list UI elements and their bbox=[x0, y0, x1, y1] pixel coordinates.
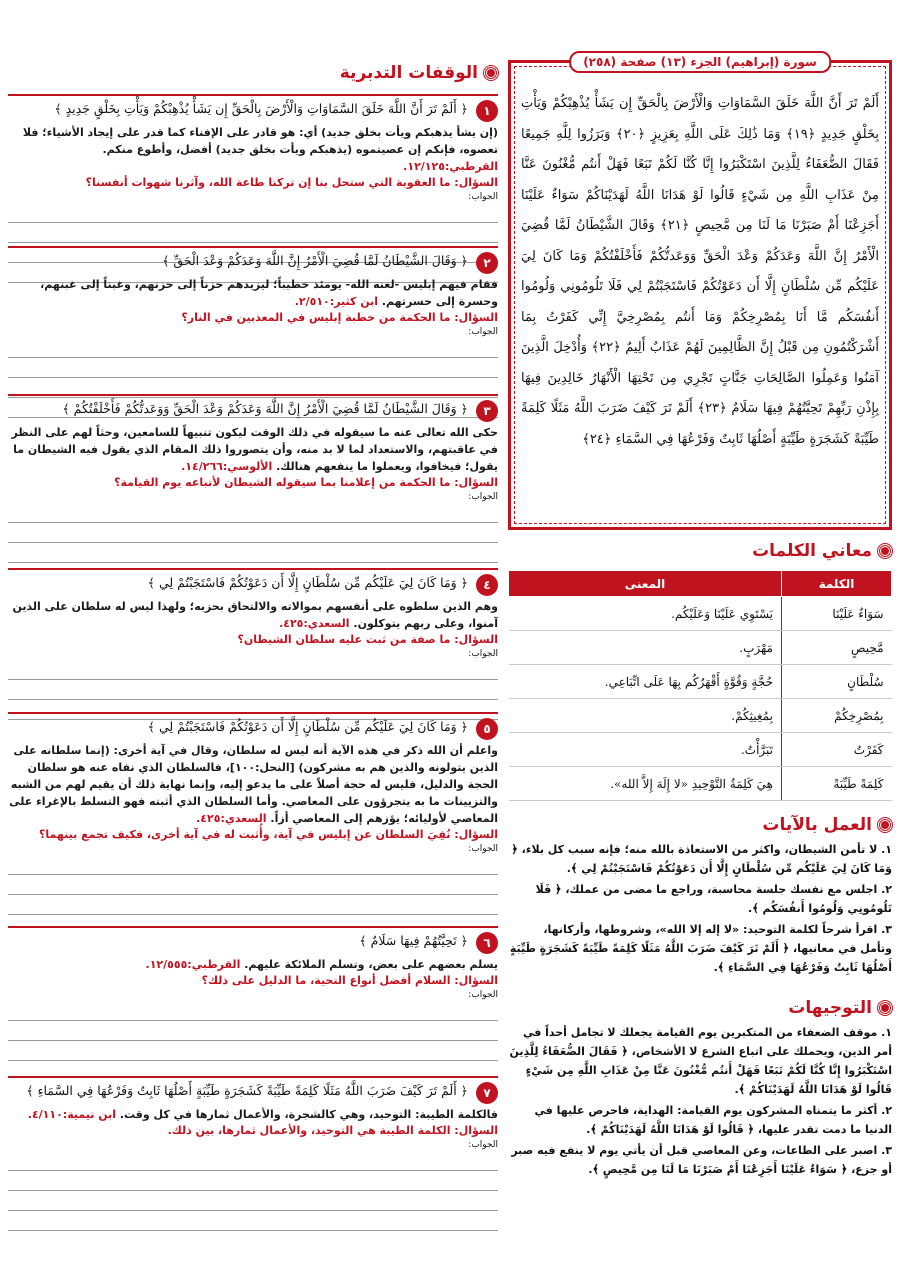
answer-line[interactable] bbox=[8, 358, 498, 378]
quran-passage: أَلَمْ تَرَ أَنَّ اللَّهَ خَلَقَ السَّمَاوَاتِ وَالْأَرْضَ بِالْحَقِّ إِن يَشَأْ يُذْهِبْكُمْ وَيَأْتِ بِخَلْقٍ جَدِيدٍ ﴿١٩﴾ وَمَا ذَٰلِكَ عَلَى اللَّهِ بِعَزِيزٍ ﴿٢٠﴾ bbox=[521, 96, 879, 142]
card-ayah: ﴿ تَحِيَّتُهُمْ فِيهَا سَلَامٌ ﴾ bbox=[359, 933, 468, 948]
surah-header: سورة (إبراهيم) الجزء (١٣) صفحة (٢٥٨) bbox=[569, 51, 831, 73]
card-number: ٥ bbox=[476, 718, 498, 740]
col-meaning-header: المعنى bbox=[509, 571, 782, 597]
action-title: العمل بالآيات bbox=[762, 815, 872, 835]
card-ayah: ﴿ وَمَا كَانَ لِيَ عَلَيْكُم مِّن سُلْطَانٍ إِلَّا أَن دَعَوْتُكُمْ فَاسْتَجَبْتُمْ لِي ﴾ bbox=[147, 575, 468, 590]
card-question: السؤال: ما الحكمة من إعلامنا بما سيقوله الشيطان لأتباعه يوم القيامة؟ bbox=[114, 476, 498, 489]
card-question: السؤال: ما صفة من ثبت عليه سلطان الشيطان؟ bbox=[237, 633, 498, 646]
card-question: السؤال: السلام أفضل أنواع التحية، ما الدليل على ذلك؟ bbox=[201, 974, 498, 987]
answer-label: الجواب: bbox=[468, 990, 498, 1000]
action-section bbox=[508, 812, 892, 977]
answer-label: الجواب: bbox=[468, 492, 498, 502]
answer-line[interactable] bbox=[8, 1001, 498, 1021]
answer-line[interactable] bbox=[8, 1041, 498, 1061]
card-number: ٧ bbox=[476, 1082, 498, 1104]
card-ayah: ﴿ أَلَمْ تَرَ أَنَّ اللَّهَ خَلَقَ السَّمَاوَاتِ وَالْأَرْضَ بِالْحَقِّ إِن يَشَأْ يُذْهِبْكُمْ وَيَأْتِ بِخَلْقٍ جَدِيدٍ ﴾ bbox=[54, 101, 468, 116]
card-tafsir: يسلم بعضهم على بعض، وتسلم الملائكة عليهم. bbox=[244, 958, 498, 971]
col-word-header: الكلمة bbox=[782, 571, 892, 597]
guidance-item: ١. موقف الضعفاء من المتكبرين يوم القيامة يجعلك لا تجامل أحداً في أمر الدين، ويحملك على اتباع الشرع لا الأشخاص، ﴿ فَقَالَ الضُّعَفَاءُ لِلَّذِينَ اسْتَكْبَرُوا إِنَّا كُنَّا لَكُمْ تَبَعًا فَهَلْ أَنتُم مُّغْنُونَ عَنَّا مِنْ عَذَابِ اللَّهِ مِن شَيْءٍ قَالُوا لَوْ هَدَانَا اللَّهُ لَهَدَيْنَاكُمْ ﴾. bbox=[509, 1026, 892, 1096]
flower-icon bbox=[484, 66, 498, 80]
card-number: ١ bbox=[476, 100, 498, 122]
card-ayah: ﴿ وَقَالَ الشَّيْطَانُ لَمَّا قُضِيَ الْأَمْرُ إِنَّ اللَّهَ وَعَدَكُمْ وَعْدَ الْحَقِّ وَوَعَدتُّكُمْ فَأَخْلَفْتُكُمْ ﴾ bbox=[62, 401, 468, 416]
card-ayah: ﴿ وَقَالَ الشَّيْطَانُ لَمَّا قُضِيَ الْأَمْرُ إِنَّ اللَّهَ وَعَدَكُمْ وَعْدَ الْحَقِّ ﴾ bbox=[162, 253, 468, 268]
answer-line[interactable] bbox=[8, 855, 498, 875]
guidance-item: ٢. أكثر ما يتمناه المشركون يوم القيامة: الهداية، فاحرص عليها في الدنيا ما دمت تقدر عليها، ﴿ قَالُوا لَوْ هَدَانَا اللَّهُ لَهَدَيْنَاكُمْ ﴾. bbox=[534, 1104, 892, 1136]
answer-line[interactable] bbox=[8, 895, 498, 915]
card-tafsir: وهم الذين سلطوه على أنفسهم بموالاته والالتحاق بحزبه؛ ولهذا ليس له سلطان على الذين آمنوا، وعلى ربهم يتوكلون. bbox=[12, 600, 498, 630]
quran-passage: وَقَالَ الشَّيْطَانُ لَمَّا قُضِيَ الْأَمْرُ إِنَّ اللَّهَ وَعَدَكُمْ وَعْدَ الْحَقِّ وَوَعَدتُّكُمْ فَأَخْلَفْتُكُمْ وَمَا كَانَ لِيَ عَلَيْكُم مِّن سُلْطَانٍ إِلَّا أَن دَعَوْتُكُمْ فَاسْتَجَبْتُمْ لِي فَلَا تَلُومُونِي وَلُومُوا أَنفُسَكُم مَّا أَنَا بِمُصْرِخِكُمْ وَمَا أَنتُم بِمُصْرِخِيَّ إِنِّي كَفَرْتُ بِمَا أَشْرَكْتُمُونِ مِن قَبْلُ إِنَّ الظَّالِمِينَ لَهُمْ عَذَابٌ أَلِيمٌ ﴿٢٢﴾ bbox=[521, 218, 880, 355]
card-number: ٦ bbox=[476, 932, 498, 954]
answer-line[interactable] bbox=[8, 338, 498, 358]
answer-line[interactable] bbox=[8, 543, 498, 563]
card-source: القرطبي:١٢/١٢٥. bbox=[403, 160, 498, 173]
answer-line[interactable] bbox=[8, 1021, 498, 1041]
answer-label: الجواب: bbox=[468, 844, 498, 854]
answer-line[interactable] bbox=[8, 1151, 498, 1171]
table-row: سَوَاءٌ عَلَيْنَا يَسْتَوِي عَلَيْنَا وَعَلَيْكُم. bbox=[509, 597, 892, 631]
reflections-title: الوقفات التدبرية bbox=[8, 60, 498, 86]
answer-line[interactable] bbox=[8, 1191, 498, 1211]
table-row: بِمُصْرِخِكُمْ بِمُغِيثِكُمْ. bbox=[509, 699, 892, 733]
reflection-card bbox=[8, 246, 498, 418]
quran-passage: وَبَرَزُوا لِلَّهِ جَمِيعًا فَقَالَ الضُّعَفَاءُ لِلَّذِينَ اسْتَكْبَرُوا إِنَّا كُنَّا لَكُمْ تَبَعًا فَهَلْ أَنتُم مُّغْنُونَ عَنَّا مِنْ عَذَابِ اللَّهِ مِن شَيْءٍ قَالُوا لَوْ هَدَانَا اللَّهُ لَهَدَيْنَاكُمْ سَوَاءٌ عَلَيْنَا أَجَزِعْنَا أَمْ صَبَرْنَا مَا لَنَا مِن مَّحِيصٍ ﴿٢١﴾ bbox=[521, 126, 879, 233]
card-tafsir: حكى الله تعالى عنه ما سيقوله في ذلك الوقت ليكون تنبيهاً للسامعين، وحثاً لهم على النظر في عاقبتهم، والاستعداد لما لا بد منه، وأن يتصوروا ذلك المقام الذي يقول فيه الشيطان ما يقول؛ فيخافوا، ويعملوا ما ينفعهم هنالك. bbox=[11, 426, 498, 473]
card-number: ٣ bbox=[476, 400, 498, 422]
card-question: السؤال: نُفِيَ السلطان عن إبليس في آية، وأُثبت له في آية أخرى، فكيف تجمع بينهما؟ bbox=[38, 828, 498, 841]
answer-line[interactable] bbox=[8, 523, 498, 543]
reflections-column bbox=[8, 60, 498, 1270]
guidance-item: ٣. اصبر على الطاعات، وعن المعاصي قبل أن يأتي يوم لا ينفع فيه صبر أو جزع، ﴿ سَوَاءٌ عَلَيْنَا أَجَزِعْنَا أَمْ صَبَرْنَا مَا لَنَا مِن مَّحِيصٍ ﴾. bbox=[511, 1144, 892, 1176]
card-tafsir: فقام فيهم إبليس -لعنه الله- يومئذ خطيباً؛ ليزيدهم حزناً إلى حزنهم، وغبناً إلى غبنهم، وحسرة إلى حسرتهم. bbox=[40, 278, 498, 308]
card-number: ٤ bbox=[476, 574, 498, 596]
card-tafsir: فالكلمة الطيبة: التوحيد، وهي كالشجرة، والأعمال ثمارها في كل وقت. bbox=[119, 1108, 498, 1121]
card-tafsir: واعلم أن الله ذكر في هذه الآية أنه ليس له سلطان، وقال في آية أخرى: (إنما سلطانه على الذين يتولونه والذين هم به مشركون) [النحل:١٠٠]، فالسلطان الذي نفاه عنه هو سلطان الحجة والدليل، فليس له حجة أصلاً على ما يدعو إليه، وإنما نهاية ذلك أن يقيم لهم من الشبه والتزيينات ما به يتجرؤون على المعاصي. وأما السلطان الذي أثبته فهو التسلط بالإغراء على المعاصي لأوليائه؛ يؤزهم إلى المعاصي أزاً. bbox=[9, 744, 498, 825]
answer-line[interactable] bbox=[8, 680, 498, 700]
reflection-card bbox=[8, 712, 498, 915]
table-row: كَفَرْتُ تَبَرَّأْتُ. bbox=[509, 733, 892, 767]
table-row: مَّحِيصٍ مَهْرَبٍ. bbox=[509, 631, 892, 665]
answer-label: الجواب: bbox=[468, 192, 498, 202]
word-meanings-title: معاني الكلمات bbox=[752, 541, 872, 561]
answer-line[interactable] bbox=[8, 1171, 498, 1191]
quran-text bbox=[521, 89, 879, 455]
card-source: السعدي:٤٢٥. bbox=[279, 617, 350, 630]
mushaf-page bbox=[508, 55, 892, 530]
answer-line[interactable] bbox=[8, 1211, 498, 1231]
card-ayah: ﴿ وَمَا كَانَ لِيَ عَلَيْكُم مِّن سُلْطَانٍ إِلَّا أَن دَعَوْتُكُمْ فَاسْتَجَبْتُمْ لِي ﴾ bbox=[147, 719, 468, 734]
reflection-card bbox=[8, 1076, 498, 1231]
card-question: السؤال: ما الحكمة من خطبة إبليس في المعذبين في النار؟ bbox=[181, 311, 498, 324]
answer-line[interactable] bbox=[8, 503, 498, 523]
answer-line[interactable] bbox=[8, 223, 498, 243]
reflection-card bbox=[8, 394, 498, 563]
card-source: الألوسي:١٤/٢٦٦. bbox=[181, 460, 273, 473]
card-source: القرطبي:١٢/٥٥٥. bbox=[145, 958, 241, 971]
card-question: السؤال: ما العقوبة التي ستحل بنا إن تركنا طاعة الله، وآثرنا شهوات أنفسنا؟ bbox=[85, 176, 498, 189]
card-source: ابن كثير:٢/٥١٠. bbox=[294, 295, 378, 308]
flower-icon bbox=[878, 1001, 892, 1015]
flower-icon bbox=[878, 544, 892, 558]
answer-label: الجواب: bbox=[468, 327, 498, 337]
mushaf-column bbox=[508, 55, 892, 1270]
guidance-title: التوجيهات bbox=[788, 998, 872, 1018]
answer-label: الجواب: bbox=[468, 649, 498, 659]
reflection-card bbox=[8, 568, 498, 720]
card-number: ٢ bbox=[476, 252, 498, 274]
table-row: سُلْطَانٍ حُجَّةٍ وَقُوَّةٍ أَقْهَرُكُم بِهَا عَلَى اتِّبَاعِي. bbox=[509, 665, 892, 699]
word-meanings-table bbox=[508, 570, 892, 801]
action-item: ٣. اقرأ شرحاً لكلمة التوحيد: «لا إله إلا الله»، وشروطها، وأركانها، وتأمل في معانيها، ﴿ أَلَمْ تَرَ كَيْفَ ضَرَبَ اللَّهُ مَثَلًا كَلِمَةً طَيِّبَةً كَشَجَرَةٍ طَيِّبَةٍ أَصْلُهَا ثَابِتٌ وَفَرْعُهَا فِي السَّمَاءِ ﴾. bbox=[509, 923, 892, 974]
action-item: ٢. اجلس مع نفسك جلسة محاسبة، وراجع ما مضى من عملك، ﴿ فَلَا تَلُومُونِي وَلُومُوا أَنفُسَكُم ﴾. bbox=[535, 883, 892, 915]
answer-line[interactable] bbox=[8, 875, 498, 895]
word-meanings bbox=[508, 538, 892, 801]
reflection-card bbox=[8, 926, 498, 1061]
flower-icon bbox=[878, 818, 892, 832]
card-source: السعدي:٤٢٥. bbox=[196, 812, 267, 825]
card-question: السؤال: الكلمة الطيبة هي التوحيد، والأعمال ثمارها، بين ذلك. bbox=[167, 1124, 498, 1137]
answer-line[interactable] bbox=[8, 660, 498, 680]
answer-label: الجواب: bbox=[468, 1140, 498, 1150]
card-tafsir: (إن يشأ يذهبكم ويأت بخلق جديد) أي: هو قادر على الإفناء كما قدر على إيجاد الأشياء؛ فلا تعصوه، فإنكم إن عصيتموه (يذهبكم ويأت بخلق جديد) أفضل، وأطوع منكم. bbox=[22, 126, 498, 156]
quran-passage: وَأُدْخِلَ الَّذِينَ آمَنُوا وَعَمِلُوا الصَّالِحَاتِ جَنَّاتٍ تَجْرِي مِن تَحْتِهَا الْأَنْهَارُ خَالِدِينَ فِيهَا بِإِذْنِ رَبِّهِمْ تَحِيَّتُهُمْ فِيهَا سَلَامٌ ﴿٢٣﴾ أَلَمْ تَرَ كَيْفَ ضَرَبَ اللَّهُ مَثَلًا كَلِمَةً طَيِّبَةً كَشَجَرَةٍ طَيِّبَةٍ أَصْلُهَا ثَابِتٌ وَفَرْعُهَا فِي السَّمَاءِ ﴿٢٤﴾ bbox=[521, 340, 879, 447]
table-row: كَلِمَةً طَيِّبَةً هِيَ كَلِمَةُ التَّوْحِيدِ «لا إِلَهَ إِلاَّ الله». bbox=[509, 767, 892, 801]
action-item: ١. لا تأمن الشيطان، واكثر من الاستعاذة بالله منه؛ فإنه سبب كل بلاء، ﴿ وَمَا كَانَ لِيَ عَلَيْكُم مِّن سُلْطَانٍ إِلَّا أَن دَعَوْتُكُمْ فَاسْتَجَبْتُمْ لِي ﴾. bbox=[511, 843, 892, 875]
guidance-section bbox=[508, 995, 892, 1179]
card-source: ابن تيمية:٤/١١٠. bbox=[27, 1108, 116, 1121]
card-ayah: ﴿ أَلَمْ تَرَ كَيْفَ ضَرَبَ اللَّهُ مَثَلًا كَلِمَةً طَيِّبَةً كَشَجَرَةٍ طَيِّبَةٍ أَصْلُهَا ثَابِتٌ وَفَرْعُهَا فِي السَّمَاءِ ﴾ bbox=[26, 1083, 468, 1098]
answer-line[interactable] bbox=[8, 203, 498, 223]
